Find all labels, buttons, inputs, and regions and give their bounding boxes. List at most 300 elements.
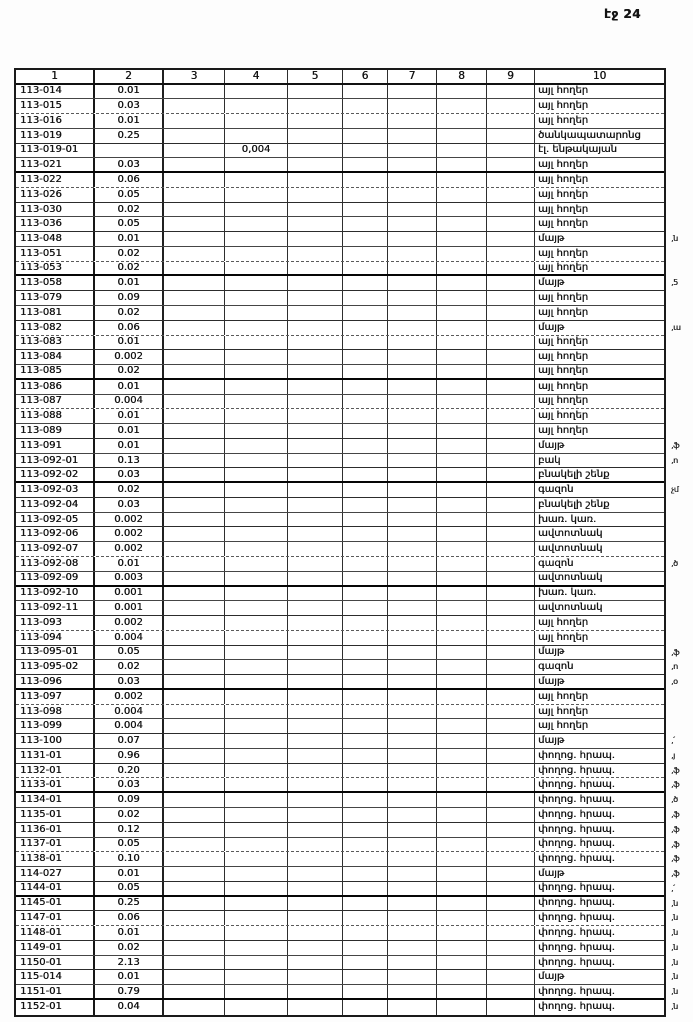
table-row <box>16 970 678 985</box>
cell-c2: 0.02 <box>95 808 164 822</box>
cell-c2: 0.01 <box>95 557 164 571</box>
cell-c8 <box>437 764 487 778</box>
cell-c1: 113-092-08 <box>16 557 95 571</box>
cell-c1: 113-096 <box>16 675 95 688</box>
cell-c1: 113-092-02 <box>16 468 95 481</box>
cell-c9 <box>487 395 535 409</box>
cell-c8 <box>437 631 487 645</box>
cell-c2: 0.07 <box>95 734 164 748</box>
cell-c4 <box>225 365 288 378</box>
cell-c1: 113-014 <box>16 85 95 99</box>
cell-c8 <box>437 350 487 364</box>
cell-c10: մայթ <box>538 439 565 451</box>
cell-c1: 1134-01 <box>16 793 95 807</box>
cell-c6 <box>343 291 388 305</box>
column-header-7: 7 <box>388 70 437 83</box>
cell-c6 <box>343 557 388 571</box>
cell-c10: այլ հողեր <box>538 85 589 97</box>
cell-c8 <box>437 527 487 541</box>
cell-c9 <box>487 217 535 231</box>
cell-c6 <box>343 631 388 645</box>
cell-c2: 0.002 <box>95 616 164 630</box>
cell-c10: այլ հողեր <box>538 705 589 717</box>
cell-c4 <box>225 513 288 527</box>
cell-c8 <box>437 85 487 99</box>
cell-c3 <box>164 985 225 998</box>
cell-c1: 1138-01 <box>16 852 95 866</box>
cell-c6 <box>343 764 388 778</box>
cell-c8 <box>437 321 487 335</box>
cell-c6 <box>343 1000 388 1015</box>
cell-c9 <box>487 498 535 512</box>
column-header-1: 1 <box>16 70 95 83</box>
cell-c7 <box>388 675 437 688</box>
cell-c3 <box>164 852 225 866</box>
cell-c6 <box>343 956 388 970</box>
page-number-label: էջ 24 <box>603 7 641 21</box>
table-row <box>16 557 678 572</box>
margin-scan-artifact: ,ֆ <box>671 647 679 657</box>
cell-c6 <box>343 690 388 704</box>
cell-c5 <box>288 808 343 822</box>
cell-c4 <box>225 660 288 674</box>
cell-c4 <box>225 557 288 571</box>
table-row <box>16 454 678 469</box>
cell-c3 <box>164 838 225 852</box>
margin-scan-artifact: ,ն <box>671 234 678 244</box>
cell-c7 <box>388 970 437 984</box>
cell-c1: 113-082 <box>16 321 95 335</box>
cell-c1: 1150-01 <box>16 956 95 970</box>
cell-c7 <box>388 557 437 571</box>
cell-c8 <box>437 454 487 468</box>
cell-c6 <box>343 616 388 630</box>
cell-c5 <box>288 764 343 778</box>
cell-c10: փողոց. հրապ. <box>538 794 615 806</box>
cell-c9 <box>487 646 535 660</box>
cell-c4 <box>225 956 288 970</box>
cell-c4 <box>225 542 288 556</box>
cell-c6 <box>343 276 388 290</box>
cell-c8 <box>437 882 487 895</box>
cell-c5 <box>288 587 343 601</box>
cell-c5 <box>288 616 343 630</box>
cell-c6 <box>343 498 388 512</box>
cell-c5 <box>288 838 343 852</box>
cell-c4 <box>225 646 288 660</box>
cell-c10: այլ հողեր <box>538 424 589 436</box>
cell-c3 <box>164 99 225 113</box>
cell-c2: 0.79 <box>95 985 164 998</box>
cell-c2: 0.13 <box>95 454 164 468</box>
cell-c7 <box>388 690 437 704</box>
table-row <box>16 439 679 454</box>
margin-scan-artifact: ,ֆ <box>671 824 679 834</box>
table-row <box>16 395 664 410</box>
cell-c4 <box>225 129 288 143</box>
cell-c9 <box>487 808 535 822</box>
cell-c2: 0.03 <box>95 778 164 791</box>
cell-c10: մայթ <box>538 233 565 245</box>
table-row <box>16 734 675 749</box>
cell-c1: 1148-01 <box>16 926 95 940</box>
column-header-2: 2 <box>95 70 164 83</box>
cell-c4 <box>225 336 288 350</box>
cell-c3 <box>164 247 225 261</box>
margin-scan-artifact: ,ն <box>671 898 678 908</box>
margin-scan-artifact: ,ֆ <box>671 839 679 849</box>
cell-c10: այլ հողեր <box>538 188 589 200</box>
cell-c8 <box>437 956 487 970</box>
cell-c5 <box>288 291 343 305</box>
cell-c6 <box>343 144 388 158</box>
table-row <box>16 85 664 100</box>
cell-c4 <box>225 926 288 940</box>
cell-c5 <box>288 321 343 335</box>
cell-c6 <box>343 734 388 748</box>
cell-c3 <box>164 527 225 541</box>
cell-c9 <box>487 409 535 423</box>
cell-c2: 0.05 <box>95 217 164 231</box>
cell-c4 <box>225 1000 288 1015</box>
cell-c10: այլ հողեր <box>538 365 589 377</box>
cell-c8 <box>437 778 487 791</box>
cell-c1: 113-099 <box>16 719 95 733</box>
cell-c7 <box>388 749 437 763</box>
margin-scan-artifact: ,ֆ <box>671 810 679 820</box>
cell-c10: ծանկապատարոնց <box>538 129 641 141</box>
cell-c1: 1136-01 <box>16 823 95 837</box>
cell-c6 <box>343 970 388 984</box>
cell-c3 <box>164 646 225 660</box>
cell-c9 <box>487 350 535 364</box>
cell-c1: 1135-01 <box>16 808 95 822</box>
cell-c6 <box>343 188 388 202</box>
margin-scan-artifact: ,ծ <box>671 559 678 568</box>
table-row <box>16 719 664 734</box>
cell-c3 <box>164 424 225 438</box>
cell-c1: 113-092-03 <box>16 483 95 497</box>
cell-c10: փողոց. հրապ. <box>538 912 615 924</box>
cell-c4 <box>225 409 288 423</box>
cell-c2: 0.96 <box>95 749 164 763</box>
cell-c9 <box>487 956 535 970</box>
cell-c7 <box>388 439 437 453</box>
cell-c1: 113-092-06 <box>16 527 95 541</box>
cell-c9 <box>487 616 535 630</box>
cell-c6 <box>343 867 388 881</box>
cell-c9 <box>487 336 535 350</box>
cell-c10: մայթ <box>538 675 565 687</box>
cell-c1: 114-027 <box>16 867 95 881</box>
cell-c2: 0.02 <box>95 247 164 261</box>
cell-c7 <box>388 424 437 438</box>
cell-c3 <box>164 734 225 748</box>
cell-c8 <box>437 808 487 822</box>
cell-c10: այլ հողեր <box>538 351 589 363</box>
cell-c10: բնակելի շենք <box>538 498 610 510</box>
cell-c1: 113-019-01 <box>16 144 95 158</box>
cell-c9 <box>487 380 535 394</box>
cell-c9 <box>487 527 535 541</box>
cell-c7 <box>388 291 437 305</box>
table-row <box>16 587 664 602</box>
cell-c7 <box>388 705 437 719</box>
cell-c2: 0.01 <box>95 424 164 438</box>
table-row <box>16 956 678 971</box>
table-row <box>16 262 664 277</box>
table-row <box>16 985 678 1000</box>
cell-c7 <box>388 911 437 925</box>
margin-scan-artifact: ,ն <box>671 942 678 952</box>
cell-c10: փողոց. հրապ. <box>538 941 615 953</box>
cell-c9 <box>487 158 535 171</box>
cell-c2: 0.02 <box>95 262 164 275</box>
cell-c9 <box>487 99 535 113</box>
cell-c3 <box>164 926 225 940</box>
cell-c9 <box>487 557 535 571</box>
cell-c6 <box>343 321 388 335</box>
cell-c4 <box>225 793 288 807</box>
table-row <box>16 158 664 173</box>
cell-c3 <box>164 321 225 335</box>
cell-c3 <box>164 336 225 350</box>
cell-c10: խառ. կառ. <box>538 587 597 599</box>
cell-c5 <box>288 542 343 556</box>
cell-c2: 0.05 <box>95 838 164 852</box>
cell-c8 <box>437 970 487 984</box>
cell-c7 <box>388 897 437 911</box>
cell-c3 <box>164 557 225 571</box>
cell-c3 <box>164 616 225 630</box>
cell-c6 <box>343 232 388 246</box>
cell-c6 <box>343 424 388 438</box>
cell-c9 <box>487 247 535 261</box>
cell-c1: 113-079 <box>16 291 95 305</box>
cell-c4 <box>225 616 288 630</box>
cell-c2: 0.01 <box>95 926 164 940</box>
cell-c2: 0.004 <box>95 395 164 409</box>
cell-c7 <box>388 867 437 881</box>
cell-c3 <box>164 867 225 881</box>
margin-scan-artifact: ,ֆ <box>671 765 679 775</box>
cell-c6 <box>343 911 388 925</box>
cell-c2: 0.01 <box>95 276 164 290</box>
cell-c5 <box>288 247 343 261</box>
cell-c7 <box>388 321 437 335</box>
cell-c3 <box>164 542 225 556</box>
cell-c9 <box>487 1000 535 1015</box>
cell-c6 <box>343 439 388 453</box>
cell-c1: 113-019 <box>16 129 95 143</box>
cell-c8 <box>437 1000 487 1015</box>
margin-scan-artifact: ,ո <box>671 662 678 672</box>
cell-c9 <box>487 601 535 615</box>
cell-c5 <box>288 395 343 409</box>
cell-c6 <box>343 897 388 911</box>
cell-c8 <box>437 542 487 556</box>
cell-c1: 113-092-07 <box>16 542 95 556</box>
cell-c2: 0.01 <box>95 232 164 246</box>
cell-c8 <box>437 483 487 497</box>
cell-c10: փողոց. հրապ. <box>538 808 615 820</box>
cell-c1: 1151-01 <box>16 985 95 998</box>
cell-c8 <box>437 336 487 350</box>
cell-c4: 0,004 <box>225 144 288 158</box>
cell-c5 <box>288 778 343 791</box>
cell-c2: 0.02 <box>95 941 164 955</box>
cell-c8 <box>437 439 487 453</box>
cell-c7 <box>388 262 437 275</box>
cell-c8 <box>437 646 487 660</box>
cell-c5 <box>288 852 343 866</box>
cell-c8 <box>437 173 487 187</box>
cell-c9 <box>487 778 535 791</box>
cell-c7 <box>388 926 437 940</box>
cell-c9 <box>487 291 535 305</box>
cell-c5 <box>288 468 343 481</box>
cell-c10: մայթ <box>538 277 565 289</box>
table-row <box>16 129 664 144</box>
cell-c2 <box>95 144 164 158</box>
cell-c7 <box>388 719 437 733</box>
table-row <box>16 897 678 912</box>
cell-c9 <box>487 911 535 925</box>
cell-c7 <box>388 129 437 143</box>
cell-c2: 0.05 <box>95 188 164 202</box>
cell-c6 <box>343 85 388 99</box>
cell-c9 <box>487 513 535 527</box>
cell-c6 <box>343 409 388 423</box>
cell-c5 <box>288 690 343 704</box>
cell-c6 <box>343 941 388 955</box>
cell-c4 <box>225 276 288 290</box>
cell-c6 <box>343 985 388 998</box>
table-row <box>16 705 664 720</box>
cell-c9 <box>487 85 535 99</box>
table-row <box>16 542 664 557</box>
cell-c6 <box>343 587 388 601</box>
cell-c10: այլ հողեր <box>538 336 589 348</box>
cell-c6 <box>343 483 388 497</box>
cell-c1: 1133-01 <box>16 778 95 791</box>
cell-c3 <box>164 823 225 837</box>
cell-c4 <box>225 941 288 955</box>
cell-c1: 1131-01 <box>16 749 95 763</box>
table-row <box>16 99 664 114</box>
cell-c2: 0.002 <box>95 527 164 541</box>
cell-c4 <box>225 690 288 704</box>
cell-c7 <box>388 380 437 394</box>
table-row <box>16 867 679 882</box>
cell-c5 <box>288 601 343 615</box>
cell-c3 <box>164 380 225 394</box>
cell-c10: այլ հողեր <box>538 218 589 230</box>
cell-c7 <box>388 203 437 217</box>
cell-c8 <box>437 601 487 615</box>
table-row <box>16 188 664 203</box>
table-row <box>16 173 664 188</box>
cell-c7 <box>388 572 437 585</box>
column-header-3: 3 <box>164 70 225 83</box>
cell-c4 <box>225 203 288 217</box>
cell-c9 <box>487 542 535 556</box>
cell-c9 <box>487 276 535 290</box>
cell-c4 <box>225 468 288 481</box>
table-row <box>16 350 664 365</box>
cell-c2: 0.01 <box>95 114 164 128</box>
cell-c8 <box>437 380 487 394</box>
cell-c10: բնակելի շենք <box>538 468 610 480</box>
cell-c1: 1137-01 <box>16 838 95 852</box>
cell-c9 <box>487 705 535 719</box>
table-row <box>16 336 664 351</box>
margin-scan-artifact: ,ծ <box>671 795 678 805</box>
margin-scan-artifact: ,ֆ <box>671 440 679 450</box>
cell-c6 <box>343 114 388 128</box>
cell-c7 <box>388 542 437 556</box>
cell-c2: 0.004 <box>95 705 164 719</box>
table-row <box>16 823 679 838</box>
cell-c9 <box>487 838 535 852</box>
cell-c5 <box>288 970 343 984</box>
cell-c10: ավտոտնակ <box>538 602 603 614</box>
cell-c1: 113-030 <box>16 203 95 217</box>
cell-c8 <box>437 734 487 748</box>
cell-c4 <box>225 321 288 335</box>
cell-c3 <box>164 483 225 497</box>
cell-c8 <box>437 557 487 571</box>
cell-c2: 0.25 <box>95 129 164 143</box>
cell-c2: 0.01 <box>95 85 164 99</box>
cell-c6 <box>343 823 388 837</box>
cell-c1: 113-092-11 <box>16 601 95 615</box>
cell-c7 <box>388 144 437 158</box>
cell-c4 <box>225 778 288 791</box>
cell-c7 <box>388 350 437 364</box>
table-row <box>16 808 679 823</box>
cell-c2: 0.06 <box>95 911 164 925</box>
cell-c8 <box>437 188 487 202</box>
cell-c9 <box>487 852 535 866</box>
cell-c10: գազոն <box>538 557 574 569</box>
cell-c1: 113-092-09 <box>16 572 95 585</box>
cell-c3 <box>164 660 225 674</box>
table-row <box>16 291 664 306</box>
cell-c8 <box>437 424 487 438</box>
cell-c10: ավտոտնակ <box>538 543 603 555</box>
cell-c8 <box>437 985 487 998</box>
cell-c7 <box>388 232 437 246</box>
table-row <box>16 380 664 395</box>
cell-c1: 113-092-01 <box>16 454 95 468</box>
cell-c10: այլ հողեր <box>538 395 589 407</box>
margin-scan-artifact: ,5 <box>671 278 678 288</box>
cell-c3 <box>164 513 225 527</box>
cell-c8 <box>437 660 487 674</box>
table-row <box>16 247 664 262</box>
cell-c4 <box>225 838 288 852</box>
cell-c6 <box>343 99 388 113</box>
cell-c3 <box>164 911 225 925</box>
margin-scan-artifact: ,ֆ <box>671 854 679 864</box>
cell-c1: 113-026 <box>16 188 95 202</box>
cell-c8 <box>437 144 487 158</box>
cell-c3 <box>164 409 225 423</box>
cell-c4 <box>225 158 288 171</box>
cell-c3 <box>164 498 225 512</box>
cell-c7 <box>388 631 437 645</box>
